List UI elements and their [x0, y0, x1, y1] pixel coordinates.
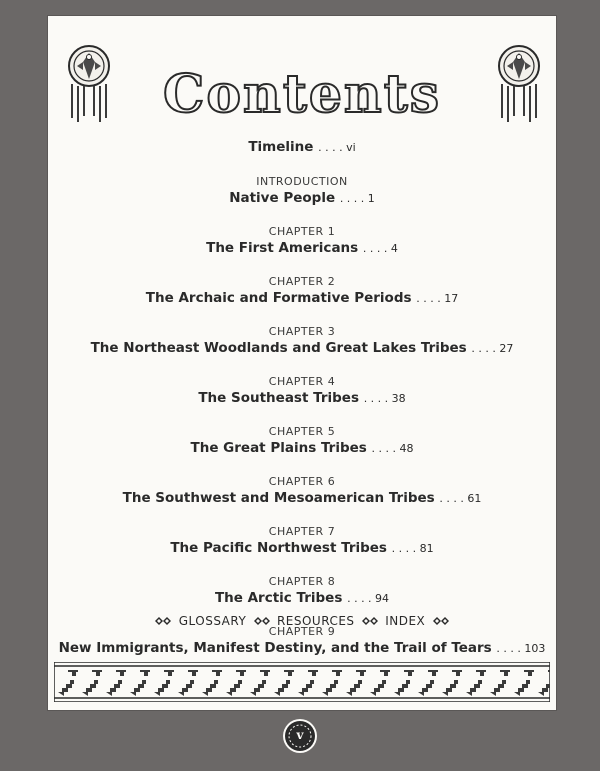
toc-entry-name: The Arctic Tribes . . . . 94 [214, 590, 390, 606]
table-of-contents [48, 136, 556, 675]
toc-page-number: . . . . 103 [496, 642, 546, 655]
toc-entry[interactable] [48, 175, 556, 208]
toc-entry-name: Native People . . . . 1 [229, 190, 375, 206]
toc-chapter-label: CHAPTER 4 [268, 375, 336, 388]
toc-chapter-label: CHAPTER 1 [268, 225, 336, 238]
toc-entry-name: The Archaic and Formative Periods . . . . 17 [145, 290, 459, 306]
toc-chapter-label: CHAPTER 8 [268, 575, 336, 588]
toc-entry[interactable] [48, 425, 556, 458]
toc-page-number: . . . . 38 [363, 392, 406, 405]
page-number: v [296, 728, 304, 742]
resources-link[interactable]: RESOURCES [276, 614, 355, 628]
book-page [48, 16, 556, 710]
page-title: Contents [162, 64, 442, 125]
decorative-border-band [54, 662, 550, 702]
toc-chapter-label: CHAPTER 2 [268, 275, 336, 288]
toc-entry[interactable] [48, 325, 556, 358]
toc-entry[interactable] [48, 625, 556, 658]
toc-page-number: . . . . vi [318, 141, 356, 154]
index-link[interactable]: INDEX [385, 614, 426, 628]
toc-page-number: . . . . 17 [416, 292, 459, 305]
toc-chapter-label: CHAPTER 6 [268, 475, 336, 488]
toc-entry[interactable] [48, 575, 556, 608]
diamond-ornament-icon [433, 616, 449, 626]
toc-page-number: . . . . 4 [362, 242, 398, 255]
toc-page-number: . . . . 27 [471, 342, 514, 355]
toc-chapter-label: CHAPTER 7 [268, 525, 336, 538]
toc-page-number: . . . . 1 [339, 192, 375, 205]
diamond-ornament-icon [362, 616, 378, 626]
diamond-ornament-icon [155, 616, 171, 626]
toc-chapter-label: CHAPTER 9 [268, 625, 336, 638]
toc-entry[interactable] [48, 375, 556, 408]
toc-entry[interactable] [48, 225, 556, 258]
toc-entry-name: New Immigrants, Manifest Destiny, and the Trail of Tears . . . . 103 [58, 640, 546, 656]
toc-page-number: . . . . 48 [371, 442, 414, 455]
toc-entry[interactable] [48, 275, 556, 308]
toc-entry-timeline[interactable] [48, 136, 556, 157]
toc-entry[interactable] [48, 475, 556, 508]
toc-entry-name: The Pacific Northwest Tribes . . . . 81 [170, 540, 434, 556]
toc-page-number: . . . . 94 [347, 592, 390, 605]
toc-chapter-label: CHAPTER 5 [268, 425, 336, 438]
toc-entry-name: The Great Plains Tribes . . . . 48 [190, 440, 414, 456]
toc-page-number: . . . . 81 [391, 542, 434, 555]
toc-entry-name: The Southeast Tribes . . . . 38 [198, 390, 406, 406]
glossary-link[interactable]: GLOSSARY [178, 614, 247, 628]
toc-entry-name: Timeline . . . . vi [248, 139, 356, 155]
diamond-ornament-icon [254, 616, 270, 626]
toc-chapter-label: CHAPTER 3 [268, 325, 336, 338]
toc-entry-name: The Southwest and Mesoamerican Tribes . . . . 61 [122, 490, 482, 506]
toc-entry-name: The First Americans . . . . 4 [206, 240, 398, 256]
toc-page-number: . . . . 61 [439, 492, 482, 505]
toc-entry-name: The Northeast Woodlands and Great Lakes Tribes . . . . 27 [90, 340, 514, 356]
back-matter-links [48, 614, 556, 628]
toc-chapter-label: INTRODUCTION [256, 175, 348, 188]
toc-entry[interactable] [48, 525, 556, 558]
